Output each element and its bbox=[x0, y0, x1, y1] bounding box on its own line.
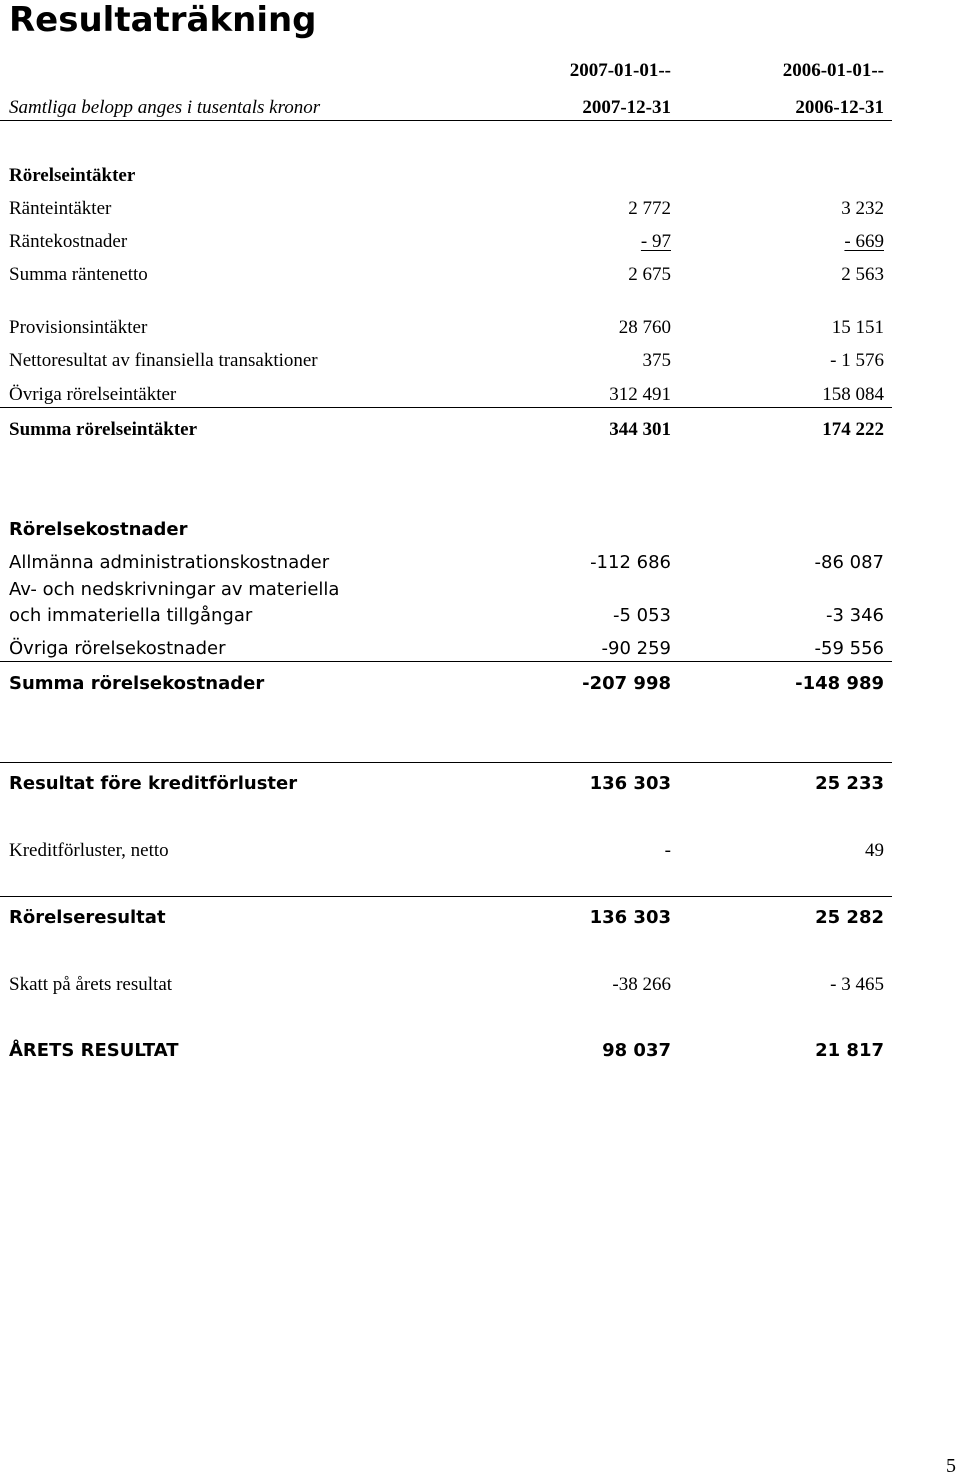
period2-start: 2006-01-01-- bbox=[782, 60, 884, 81]
expenses-subtotal-rule bbox=[0, 661, 892, 662]
period1-end: 2007-12-31 bbox=[582, 97, 671, 118]
row-value-2006: 15 151 bbox=[831, 317, 884, 338]
row-value-2006: 3 232 bbox=[841, 198, 884, 219]
header-rule bbox=[0, 120, 892, 121]
row-value-2006: -59 556 bbox=[814, 638, 884, 659]
operating-result-rule bbox=[0, 896, 892, 897]
row-value-2007: 2 675 bbox=[628, 264, 671, 285]
row-value-2006: - 1 576 bbox=[830, 350, 884, 371]
row-label-line1: Av- och nedskrivningar av materiella bbox=[9, 579, 340, 600]
row-value-2006: 158 084 bbox=[822, 384, 884, 405]
row-value-2007: 28 760 bbox=[618, 317, 671, 338]
row-value-2007: 2 772 bbox=[628, 198, 671, 219]
page-title: Resultaträkning bbox=[9, 0, 317, 40]
row-label-line2: och immateriella tillgångar bbox=[9, 605, 253, 626]
pre-credit-2006: 25 233 bbox=[815, 773, 884, 794]
row-label: Summa räntenetto bbox=[9, 264, 148, 285]
net-result-2006: 21 817 bbox=[815, 1040, 884, 1061]
row-value-2007: -90 259 bbox=[601, 638, 671, 659]
row-label: Provisionsintäkter bbox=[9, 317, 148, 338]
expenses-total-label: Summa rörelsekostnader bbox=[9, 673, 265, 694]
row-label: Ränteintäkter bbox=[9, 198, 112, 219]
row-label: Allmänna administrationskostnader bbox=[9, 552, 330, 573]
row-value-2006: - 669 bbox=[844, 231, 884, 252]
row-value-2007: - 97 bbox=[640, 231, 671, 252]
tax-2007: -38 266 bbox=[612, 974, 671, 995]
net-result-label: ÅRETS RESULTAT bbox=[9, 1040, 179, 1061]
row-value-2007: 312 491 bbox=[609, 384, 671, 405]
page-number: 5 bbox=[946, 1455, 956, 1477]
row-value-2007: -5 053 bbox=[612, 605, 671, 626]
expenses-heading: Rörelsekostnader bbox=[9, 519, 188, 540]
row-value-2007: 375 bbox=[642, 350, 671, 371]
operating-result-2006: 25 282 bbox=[815, 907, 884, 928]
income-total-2007: 344 301 bbox=[609, 419, 671, 440]
credit-losses-label: Kreditförluster, netto bbox=[9, 840, 169, 861]
net-result-2007: 98 037 bbox=[602, 1040, 671, 1061]
period2-end: 2006-12-31 bbox=[795, 97, 884, 118]
row-value-2006: -86 087 bbox=[814, 552, 884, 573]
row-label: Nettoresultat av finansiella transaktioner bbox=[9, 350, 318, 371]
period1-start: 2007-01-01-- bbox=[569, 60, 671, 81]
row-label: Övriga rörelseintäkter bbox=[9, 384, 177, 405]
row-label: Räntekostnader bbox=[9, 231, 128, 252]
row-value-2006: 2 563 bbox=[841, 264, 884, 285]
expenses-total-2006: -148 989 bbox=[795, 673, 884, 694]
row-value-2007: -112 686 bbox=[590, 552, 671, 573]
credit-losses-2006: 49 bbox=[865, 840, 884, 861]
row-label: Övriga rörelsekostnader bbox=[9, 638, 226, 659]
income-total-2006: 174 222 bbox=[822, 419, 884, 440]
row-value-2006: -3 346 bbox=[825, 605, 884, 626]
pre-credit-label: Resultat före kreditförluster bbox=[9, 773, 298, 794]
pre-credit-2007: 136 303 bbox=[589, 773, 671, 794]
income-subtotal-rule bbox=[0, 407, 892, 408]
credit-losses-2007: - bbox=[664, 840, 671, 861]
operating-result-label: Rörelseresultat bbox=[9, 907, 166, 928]
tax-2006: - 3 465 bbox=[830, 974, 884, 995]
pre-credit-rule bbox=[0, 762, 892, 763]
tax-label: Skatt på årets resultat bbox=[9, 974, 173, 995]
income-total-label: Summa rörelseintäkter bbox=[9, 419, 198, 440]
amount-note: Samtliga belopp anges i tusentals kronor bbox=[9, 97, 321, 118]
operating-result-2007: 136 303 bbox=[589, 907, 671, 928]
income-heading: Rörelseintäkter bbox=[9, 165, 136, 186]
expenses-total-2007: -207 998 bbox=[582, 673, 671, 694]
